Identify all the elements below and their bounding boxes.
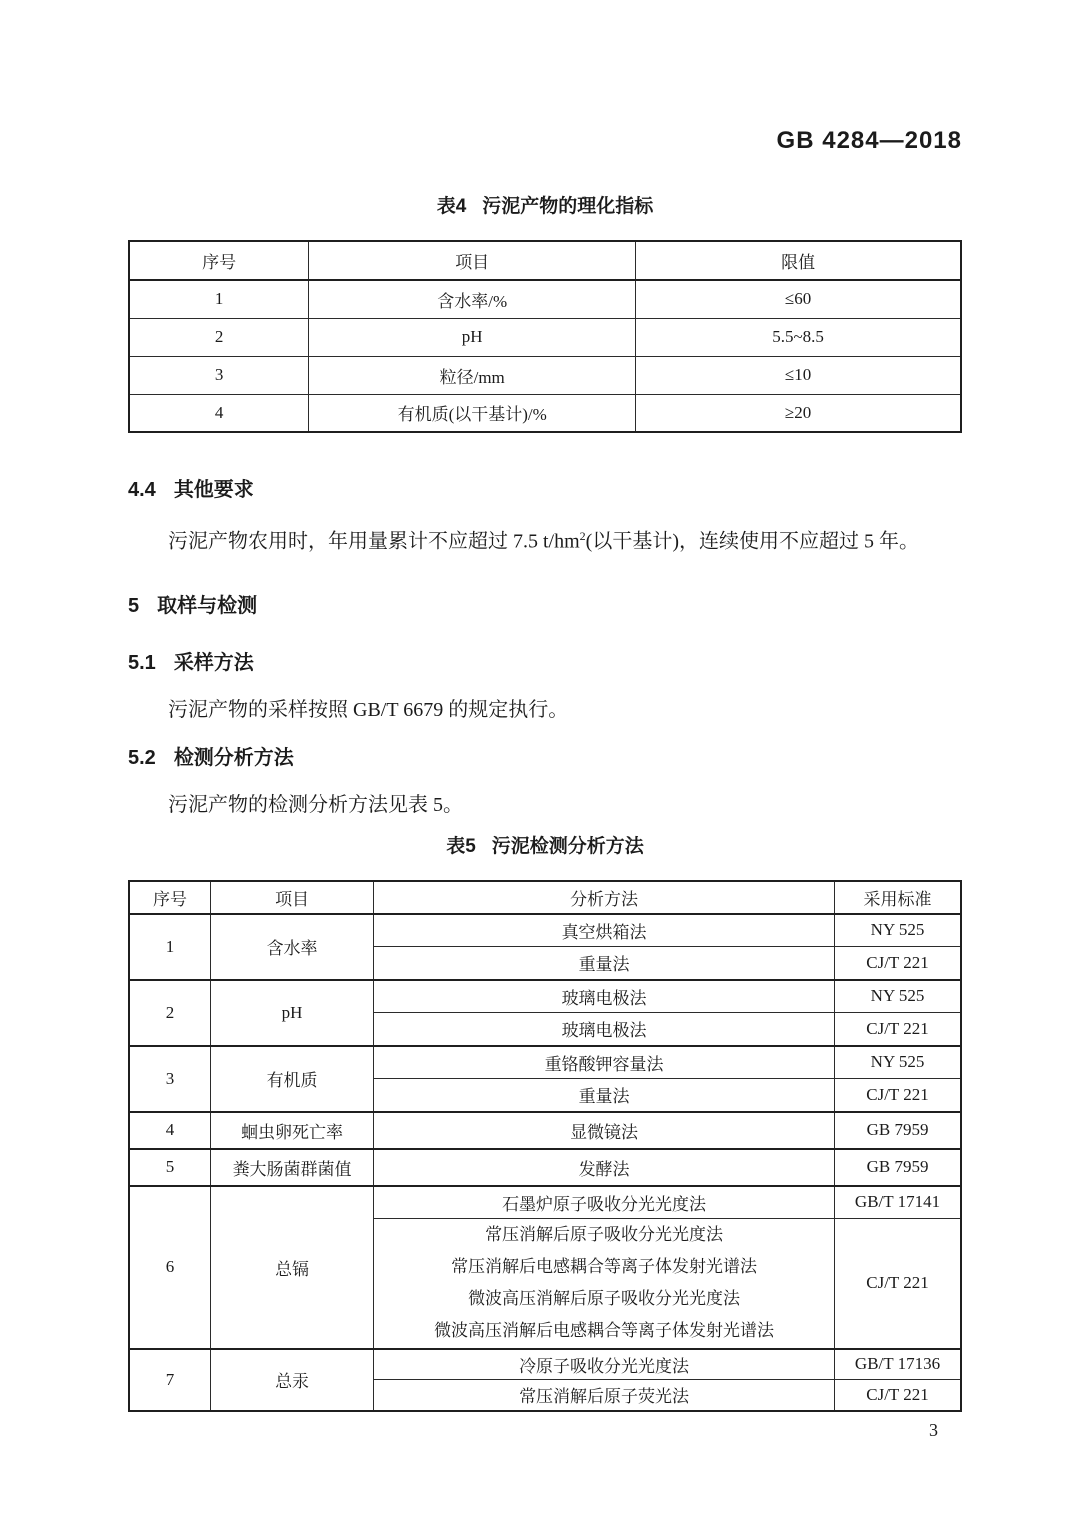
table-cell: 6 [129,1186,211,1349]
table-row [129,980,961,1013]
table-cell: 重量法 [374,947,835,980]
table-cell: ≥20 [636,394,961,432]
table-row [129,1186,961,1219]
table-cell: CJ/T 221 [835,1380,961,1411]
table4-caption-text: 污泥产物的理化指标 [482,196,654,217]
paragraph-5-2: 污泥产物的检测分析方法见表 5。 [168,793,463,816]
table-cell: 重铬酸钾容量法 [374,1046,835,1079]
section-title: 其他要求 [173,479,254,501]
table-cell: GB/T 17141 [835,1186,961,1219]
table-row [129,914,961,947]
table-cell: 蛔虫卵死亡率 [211,1112,374,1149]
table-cell-multiline [374,1219,835,1349]
table-cell: 1 [129,914,211,980]
table-row [129,1349,961,1380]
table-cell: 含水率 [211,914,374,980]
table4-caption [128,194,962,220]
table-cell: 显微镜法 [374,1112,835,1149]
table4-header-no: 序号 [129,241,309,280]
table-cell: GB/T 17136 [835,1349,961,1380]
table-cell: CJ/T 221 [835,1079,961,1112]
table-row [129,1046,961,1079]
table4-header-limit: 限值 [636,241,961,280]
table5-header-standard: 采用标准 [835,881,961,914]
table5-header-no: 序号 [129,881,211,914]
table-cell: 3 [129,1046,211,1112]
table-cell: CJ/T 221 [835,947,961,980]
table-cell: 玻璃电极法 [374,980,835,1013]
section-title: 采样方法 [173,651,254,674]
table4-header-item: 项目 [309,241,636,280]
table-row [129,1149,961,1186]
section-heading-4-4 [128,476,962,504]
table-cell: 粪大肠菌群菌值 [211,1149,374,1186]
section-title: 检测分析方法 [173,746,294,769]
table-row [129,280,961,318]
table-cell: GB 7959 [835,1112,961,1149]
table-cell: 2 [129,318,309,356]
section-number: 4.4 [128,479,156,501]
page-number: 3 [929,1419,938,1440]
table-cell: 常压消解后原子荧光法 [374,1380,835,1411]
table-cell: 发酵法 [374,1149,835,1186]
table5-caption-text: 污泥检测分析方法 [491,835,644,857]
table-row [129,356,961,394]
section-heading-5 [128,592,962,620]
table-cell: NY 525 [835,980,961,1013]
table5-header-row [129,881,961,914]
section-number: 5.1 [128,651,156,674]
paragraph-text: 污泥产物农用时，年用量累计不应超过 7.5 t/hm [168,530,580,553]
paragraph-text: (以干基计)，连续使用不应超过 5 年。 [585,530,919,553]
table-cell: 2 [129,980,211,1046]
table-cell: 粒径/mm [309,356,636,394]
table-cell: NY 525 [835,1046,961,1079]
table-cell: 有机质 [211,1046,374,1112]
section-number: 5 [128,594,140,617]
table-cell: 含水率/% [309,280,636,318]
table-cell: 石墨炉原子吸收分光光度法 [374,1186,835,1219]
section-title: 取样与检测 [157,594,258,617]
table-cell: 冷原子吸收分光光度法 [374,1349,835,1380]
table-cell: 有机质(以干基计)/% [309,394,636,432]
table5 [128,880,962,1412]
table5-header-item: 项目 [211,881,374,914]
table-cell: 7 [129,1349,211,1411]
table-cell: NY 525 [835,914,961,947]
table-cell: pH [309,318,636,356]
table-row [129,1112,961,1149]
table4-caption-label: 表4 [436,196,467,217]
table-cell: CJ/T 221 [835,1013,961,1046]
section-number: 5.2 [128,746,156,769]
table4-header-row [129,241,961,280]
table-cell: ≤60 [636,280,961,318]
table-cell: 5 [129,1149,211,1186]
section-heading-5-1 [128,649,962,677]
table-cell: 玻璃电极法 [374,1013,835,1046]
method-line: 微波高压消解后电感耦合等离子体发射光谱法 [434,1321,775,1341]
superscript: 2 [579,529,586,543]
table5-header-method: 分析方法 [374,881,835,914]
table5-caption-label: 表5 [446,835,476,857]
method-line: 常压消解后电感耦合等离子体发射光谱法 [451,1257,758,1277]
table4 [128,240,962,433]
standard-number: GB 4284—2018 [776,127,962,154]
paragraph-4-4 [128,522,962,556]
table-cell: 总汞 [211,1349,374,1411]
table-row [129,394,961,432]
table-cell: 重量法 [374,1079,835,1112]
table-cell: 5.5~8.5 [636,318,961,356]
table-cell: 总镉 [211,1186,374,1349]
table-cell: 真空烘箱法 [374,914,835,947]
method-line: 微波高压消解后原子吸收分光光度法 [468,1289,741,1309]
table-cell: 4 [129,394,309,432]
table-cell: 4 [129,1112,211,1149]
page-content [128,0,962,1441]
paragraph-5-1: 污泥产物的采样按照 GB/T 6679 的规定执行。 [168,698,569,721]
table-cell: ≤10 [636,356,961,394]
table-cell: CJ/T 221 [835,1219,961,1349]
method-line: 常压消解后原子吸收分光光度法 [485,1225,724,1245]
table-row [129,318,961,356]
table-cell: 3 [129,356,309,394]
table-cell: 1 [129,280,309,318]
table-cell: GB 7959 [835,1149,961,1186]
table-cell: pH [211,980,374,1046]
table5-caption [128,834,962,860]
section-heading-5-2 [128,744,962,772]
